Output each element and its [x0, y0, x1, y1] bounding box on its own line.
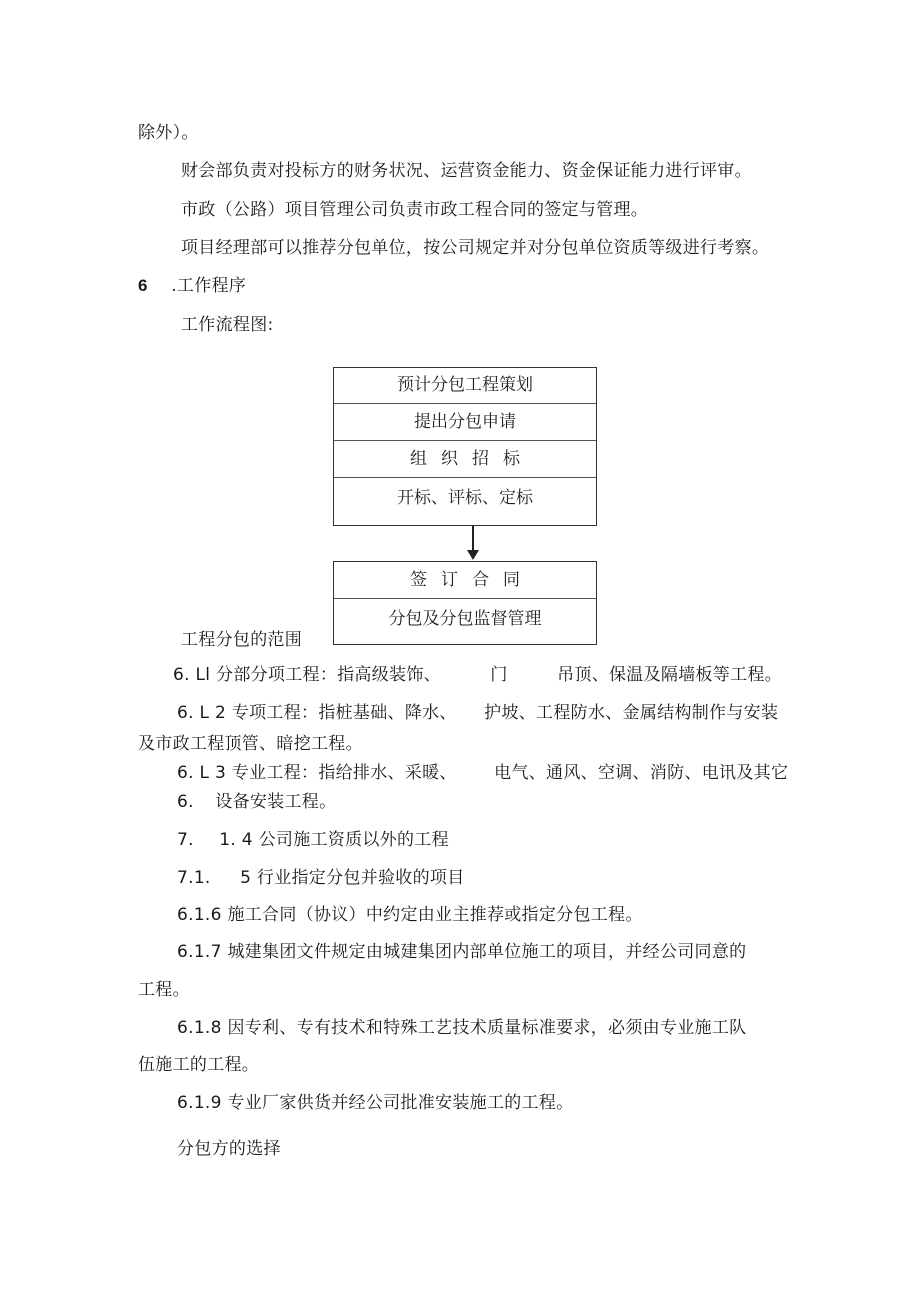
scope-item-615-text: 5 行业指定分包并验收的项目 — [240, 868, 465, 888]
scope-item-613-suffix: 电气、通风、空调、消防、电讯及其它 — [494, 763, 789, 783]
scope-item-613-cont-num: 6. — [177, 792, 194, 812]
flow-arrow-down-icon — [467, 550, 479, 560]
scope-item-611-prefix: 6. Ll 分部分项工程：指高级装饰、 — [173, 665, 441, 685]
scope-item-613-prefix: 6. L 3 专业工程：指给排水、采暖、 — [177, 763, 457, 783]
flowchart-group-bidding — [333, 367, 597, 526]
scope-item-614-text: 1. 4 公司施工资质以外的工程 — [219, 830, 449, 850]
section-number: 6 — [138, 276, 148, 295]
scope-title: 工程分包的范围 — [181, 630, 303, 650]
paragraph-continuation: 除外）。 — [138, 123, 199, 143]
flow-step-supervision: 分包及分包监督管理 — [388, 609, 542, 629]
scope-item-612-prefix: 6. L 2 专项工程：指桩基础、降水、 — [177, 703, 457, 723]
scope-item-611 — [173, 663, 782, 687]
flowchart-group-contract — [333, 561, 597, 645]
scope-item-615 — [177, 866, 465, 890]
scope-item-617: 6.1.7 城建集团文件规定由城建集团内部单位施工的项目，并经公司同意的 — [177, 942, 747, 962]
scope-item-614 — [177, 828, 449, 852]
paragraph-municipal-company: 市政（公路）项目管理公司负责市政工程合同的签定与管理。 — [181, 200, 649, 220]
paragraph-finance-dept: 财会部负责对投标方的财务状况、运营资金能力、资金保证能力进行评审。 — [181, 161, 752, 181]
selection-title: 分包方的选择 — [177, 1139, 281, 1159]
scope-item-619: 6.1.9 专业厂家供货并经公司批准安装施工的工程。 — [177, 1093, 574, 1113]
flow-step-application: 提出分包申请 — [334, 404, 596, 441]
flow-step-sign-contract: 签订合同 — [334, 562, 596, 599]
flowchart-caption: 工作流程图: — [181, 315, 274, 335]
scope-item-614-num: 7. — [177, 830, 194, 850]
scope-item-613-cont-text: 设备安装工程。 — [215, 792, 337, 812]
scope-item-611-suffix: 吊顶、保温及隔墙板等工程。 — [557, 665, 783, 685]
scope-item-612-continuation: 及市政工程顶管、暗挖工程。 — [138, 734, 363, 754]
scope-item-616: 6.1.6 施工合同（协议）中约定由业主推荐或指定分包工程。 — [177, 905, 643, 925]
flow-step-planning: 预计分包工程策划 — [334, 368, 596, 404]
flow-step-organize-tender: 组织招标 — [334, 441, 596, 478]
scope-item-612 — [177, 701, 778, 725]
scope-item-617-continuation: 工程。 — [138, 980, 190, 1000]
scope-item-618: 6.1.8 因专利、专有技术和特殊工艺技术质量标准要求，必须由专业施工队 — [177, 1018, 747, 1038]
scope-item-613 — [177, 761, 788, 785]
section-title: .工作程序 — [171, 276, 247, 296]
flow-step-bid-evaluation: 开标、评标、定标 — [397, 488, 533, 508]
section-heading — [138, 274, 246, 298]
paragraph-project-dept: 项目经理部可以推荐分包单位，按公司规定并对分包单位资质等级进行考察。 — [181, 238, 770, 258]
scope-item-612-suffix: 护坡、工程防水、金属结构制作与安装 — [484, 703, 779, 723]
scope-item-613-continuation — [177, 790, 336, 814]
scope-item-615-num: 7.1. — [177, 868, 211, 888]
scope-item-611-mid: 门 — [490, 665, 508, 685]
scope-item-618-continuation: 伍施工的工程。 — [138, 1055, 260, 1075]
flow-arrow-shaft — [472, 526, 474, 552]
